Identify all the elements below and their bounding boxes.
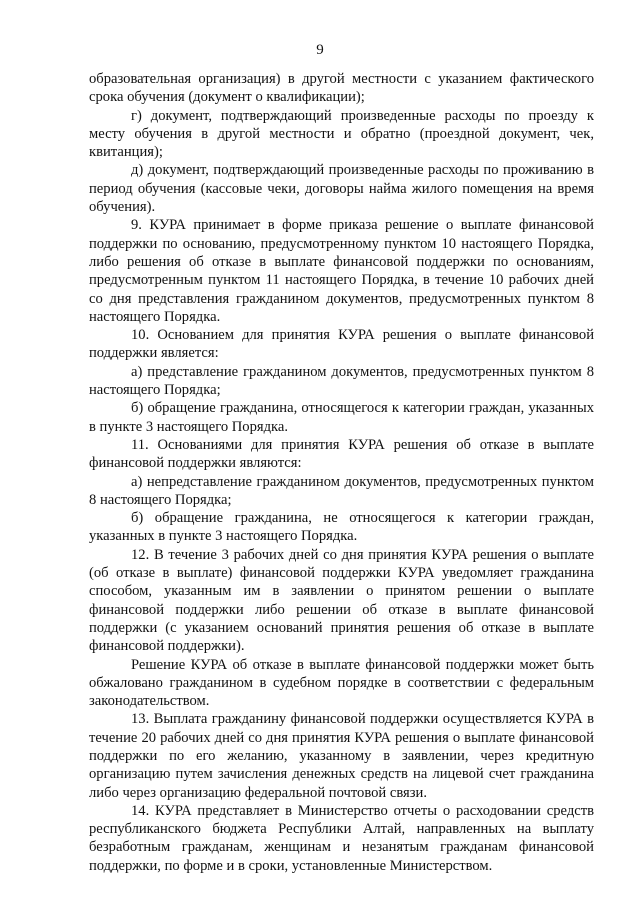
paragraph-11: Решение КУРА об отказе в выплате финансовой поддержки может быть обжаловано гражданином в судебном порядке в соответствии с федеральным законодательством. [89, 656, 594, 710]
paragraph-2: д) документ, подтверждающий произведенные расходы по проживанию в период обучения (кассовые чеки, договоры найма жилого помещения на время обучения). [89, 162, 594, 216]
paragraph-7: 11. Основаниями для принятия КУРА решения об отказе в выплате финансовой поддержки являются: [89, 436, 594, 472]
page-number: 9 [316, 42, 324, 58]
paragraph-6: б) обращение гражданина, относящегося к категории граждан, указанных в пункте 3 настоящего Порядка. [89, 400, 594, 435]
paragraph-12: 13. Выплата гражданину финансовой поддержки осуществляется КУРА в течение 20 рабочих дней со дня принятия КУРА решения о выплате финансовой поддержки по его желанию, указанному в заявлении, через кредитную организацию путем зачисления денежных средств на лицевой счет гражданина либо через организацию федеральной почтовой связи. [89, 711, 594, 801]
paragraph-1: г) документ, подтверждающий произведенные расходы по проезду к месту обучения в другой местности и обратно (проездной документ, чек, квитанция); [89, 107, 594, 161]
document-body [89, 70, 594, 875]
paragraph-5: а) представление гражданином документов, предусмотренных пунктом 8 настоящего Порядка; [89, 363, 594, 399]
paragraph-10: 12. В течение 3 рабочих дней со дня принятия КУРА решения о выплате (об отказе в выплате) финансовой поддержки КУРА уведомляет гражданина способом, указанным им в заявлении о принятом решении о выплате финансовой поддержки либо решении об отказе в выплате финансовой поддержки (с указанием оснований принятия решения об отказе в выплате финансовой поддержки). [89, 546, 594, 655]
paragraph-0: образовательная организация) в другой местности с указанием фактического срока обучения (документ о квалификации); [89, 71, 594, 106]
paragraph-4: 10. Основанием для принятия КУРА решения о выплате финансовой поддержки является: [89, 327, 594, 362]
paragraph-13: 14. КУРА представляет в Министерство отчеты о расходовании средств республиканского бюджета Республики Алтай, направленных на выплату безработным гражданам, женщинам и незанятым гражданам финансовой поддержки, по форме и в сроки, установленные Министерством. [89, 802, 594, 874]
paragraph-8: а) непредставление гражданином документов, предусмотренных пунктом 8 настоящего Порядка; [89, 473, 594, 508]
paragraph-9: б) обращение гражданина, не относящегося к категории граждан, указанных в пункте 3 настоящего Порядка. [89, 510, 594, 545]
paragraph-3: 9. КУРА принимает в форме приказа решение о выплате финансовой поддержки по основанию, предусмотренному пунктом 10 настоящего Порядка, либо решения об отказе в выплате финансовой поддержки по основаниям, предусмотренным пунктом 11 настоящего Порядка, в течение 10 рабочих дней со дня представления гражданином документов, предусмотренных пунктом 8 настоящего Порядка. [89, 217, 594, 325]
